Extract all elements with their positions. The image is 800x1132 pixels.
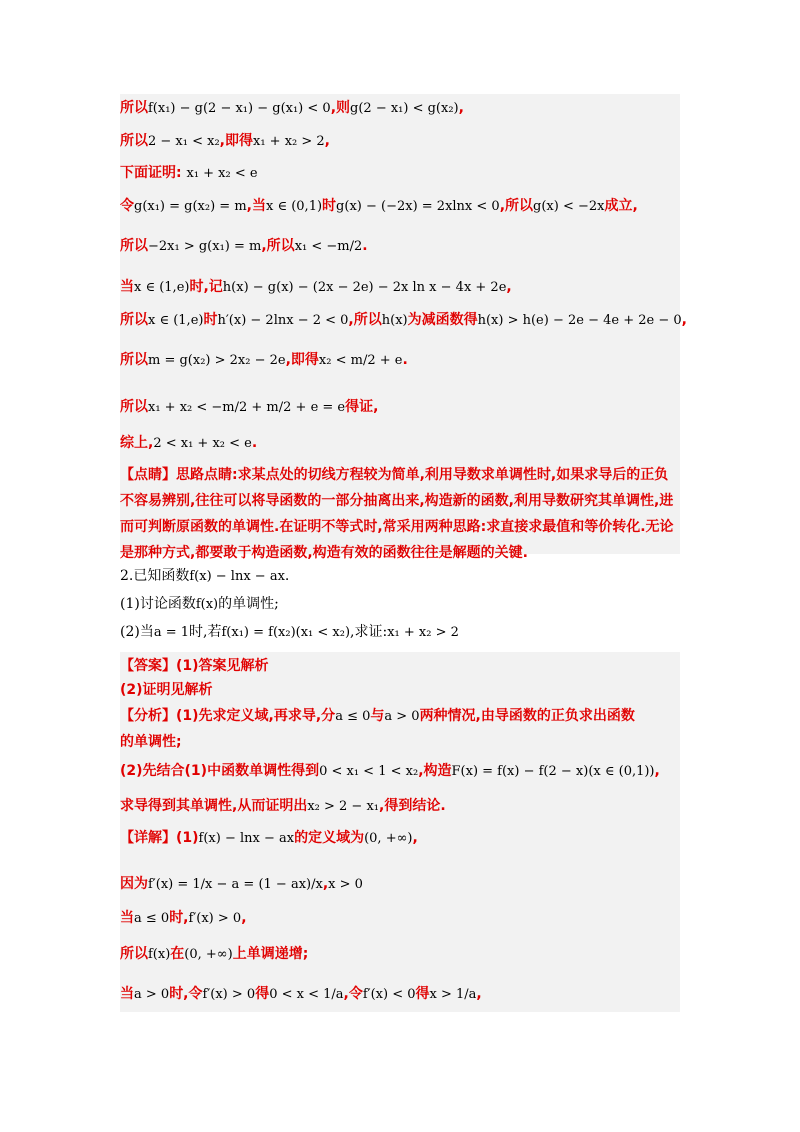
- proof-line-10: 综上,2 < x₁ + x₂ < e.: [120, 435, 258, 451]
- detail-line-4: 所以f(x)在(0, +∞)上单调递增;: [120, 946, 309, 962]
- proof-line-2: 所以2 − x₁ < x₂,即得x₁ + x₂ > 2,: [120, 133, 330, 149]
- proof-line-9: 所以x₁ + x₂ < −m/2 + m/2 + e = e得证,: [120, 399, 379, 415]
- proof-line-8: 所以m = g(x₂) > 2x₂ − 2e,即得x₂ < m/2 + e.: [120, 352, 408, 368]
- detail-line-2: 因为f′(x) = 1/x − a = (1 − ax)/x,x > 0: [120, 876, 363, 892]
- answer-line-1: 【答案】(1)答案见解析: [120, 658, 269, 674]
- proof-line-5: 所以−2x₁ > g(x₁) = m,所以x₁ < −m/2.: [120, 238, 368, 254]
- analysis-line-3: (2)先结合(1)中函数单调性得到0 < x₁ < 1 < x₂,构造F(x) = f(x) − f(2 − x)(x ∈ (0,1)),: [120, 763, 660, 779]
- problem-line-3: (2)当a = 1时,若f(x₁) = f(x₂)(x₁ < x₂),求证:x₁ + x₂ > 2: [120, 624, 459, 640]
- problem-line-1: 2.已知函数f(x) − lnx − ax.: [120, 568, 290, 584]
- proof-line-3: 下面证明: x₁ + x₂ < e: [120, 165, 258, 181]
- analysis-line-4: 求导得到其单调性,从而证明出x₂ > 2 − x₁,得到结论.: [120, 798, 446, 814]
- comment-paragraph: 【点睛】思路点睛:求某点处的切线方程较为简单,利用导数求单调性时,如果求导后的正负不容易辨别,往往可以将导函数的一部分抽离出来,构造新的函数,利用导数研究其单调性,进而可判断原函数的单调性.在证明不等式时,常采用两种思路:求直接求最值和等价转化.无论是那种方式,都要敢于构造函数,构造有效的函数往往是解题的关键.: [120, 467, 674, 561]
- detail-line-5: 当a > 0时,令f′(x) > 0得0 < x < 1/a,令f′(x) < 0得x > 1/a,: [120, 986, 482, 1002]
- proof-line-6: 当x ∈ (1,e)时,记h(x) − g(x) − (2x − 2e) − 2x ln x − 4x + 2e,: [120, 279, 512, 295]
- detail-line-3: 当a ≤ 0时,f′(x) > 0,: [120, 910, 247, 926]
- detail-line-1: 【详解】(1)f(x) − lnx − ax的定义域为(0, +∞),: [120, 830, 418, 846]
- proof-line-7: 所以x ∈ (1,e)时h′(x) − 2lnx − 2 < 0,所以h(x)为减函数得h(x) > h(e) − 2e − 4e + 2e − 0,: [120, 312, 687, 328]
- answer-line-2: (2)证明见解析: [120, 682, 213, 698]
- proof-line-4: 令g(x₁) = g(x₂) = m,当x ∈ (0,1)时g(x) − (−2x) = 2xlnx < 0,所以g(x) < −2x成立,: [120, 198, 638, 214]
- proof-line-1: 所以f(x₁) − g(2 − x₁) − g(x₁) < 0,则g(2 − x₁) < g(x₂),: [120, 100, 464, 116]
- analysis-line-2: 的单调性;: [120, 734, 182, 750]
- problem-line-2: (1)讨论函数f(x)的单调性;: [120, 596, 279, 612]
- analysis-line-1: 【分析】(1)先求定义域,再求导,分a ≤ 0与a > 0两种情况,由导函数的正负求出函数: [120, 708, 635, 724]
